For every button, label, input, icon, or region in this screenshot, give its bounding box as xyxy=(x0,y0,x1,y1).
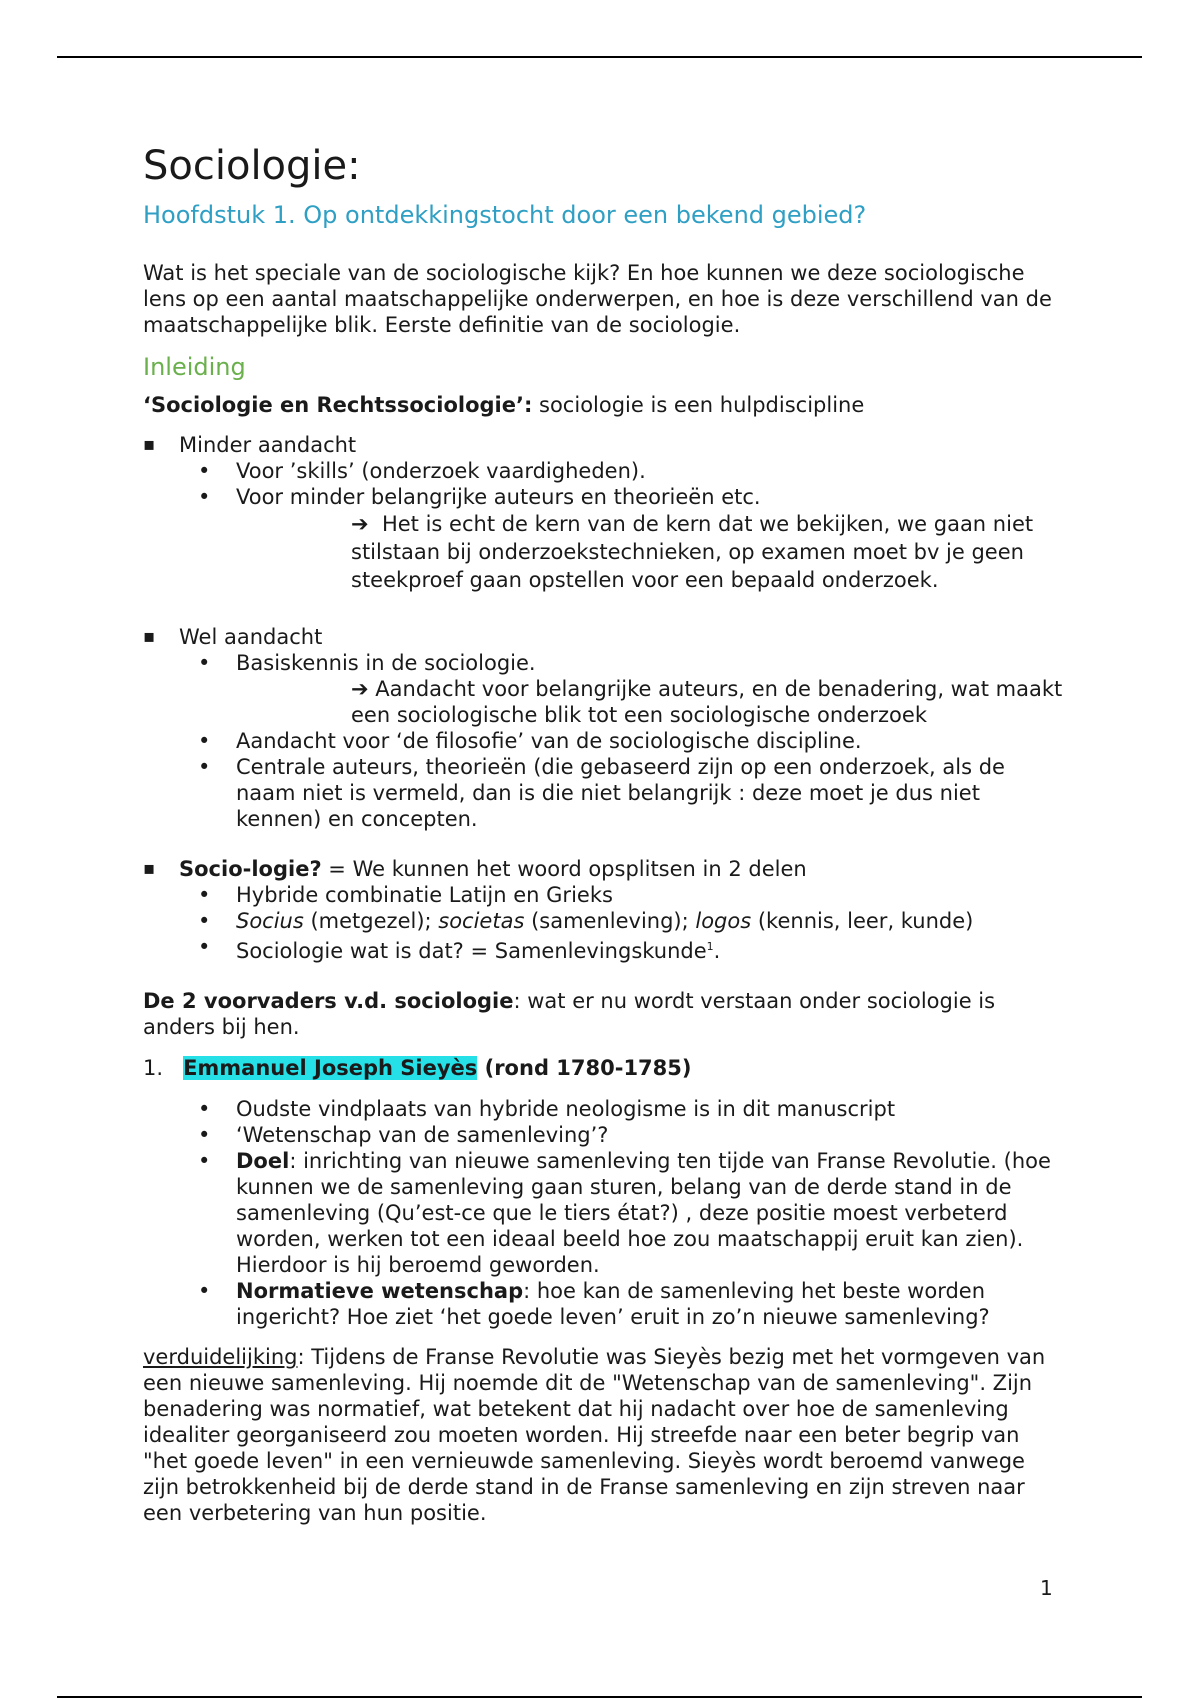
list-item: • Voor ’skills’ (onderzoek vaardigheden). xyxy=(198,459,646,483)
square-bullet-icon: ▪ xyxy=(143,858,156,879)
chapter-heading: Hoofdstuk 1. Op ontdekkingstocht door een bekend gebied? xyxy=(143,201,867,229)
intro-paragraph: Wat is het speciale van de sociologische kijk? En hoe kunnen we deze sociologische lens op een aantal maatschappelijke onderwerpen, en hoe is deze verschillend van de maatschappelijke blik. Eerste definitie van de sociologie. xyxy=(143,261,1052,337)
list-item: ▪ Minder aandacht xyxy=(143,433,357,457)
dot-bullet-icon: • xyxy=(198,729,211,753)
list-item: • ‘Wetenschap van de samenleving’? xyxy=(198,1123,609,1147)
voorvaders-paragraph: De 2 voorvaders v.d. sociologie: wat er nu wordt verstaan onder sociologie is anders bij hen. xyxy=(143,989,996,1039)
list-item: • Centrale auteurs, theorieën (die gebaseerd zijn op een onderzoek, als de naam niet is vermeld, dan is die niet belangrijk : deze moet je dus niet kennen) en concepten. xyxy=(198,755,1005,831)
list-item: • Voor minder belangrijke auteurs en theorieën etc. xyxy=(198,485,761,509)
top-rule xyxy=(57,56,1142,58)
document-body xyxy=(143,136,1063,1526)
square-bullet-icon: ▪ xyxy=(143,626,156,647)
arrow-note: ➔ Aandacht voor belangrijke auteurs, en de benadering, wat maakt een sociologische blik tot een sociologische onderzoek xyxy=(351,677,1063,727)
dot-bullet-icon: • xyxy=(198,935,211,959)
dot-bullet-icon: • xyxy=(198,485,211,509)
list-item: • Normatieve wetenschap: hoe kan de samenleving het beste worden ingericht? Hoe ziet ‘het goede leven’ eruit in zo’n nieuwe samenleving? xyxy=(198,1279,990,1329)
page-title: Sociologie: xyxy=(143,143,361,189)
course-bold: ‘Sociologie en Rechtssociologie’: xyxy=(143,393,533,417)
square-bullet-icon: ▪ xyxy=(143,434,156,455)
dot-bullet-icon: • xyxy=(198,909,211,933)
list-item: • Socius (metgezel); societas (samenleving); logos (kennis, leer, kunde) xyxy=(198,909,974,933)
dot-bullet-icon: • xyxy=(198,1123,211,1147)
list-item: • Sociologie wat is dat? = Samenlevingskunde$^1$. xyxy=(198,935,721,963)
footnote-marker: 1 xyxy=(706,940,714,953)
list-item: ▪ Wel aandacht xyxy=(143,625,323,649)
dot-bullet-icon: • xyxy=(198,755,211,779)
bottom-rule xyxy=(57,1696,1142,1698)
highlighted-name: Emmanuel Joseph Sieyès xyxy=(183,1056,478,1080)
dot-bullet-icon: • xyxy=(198,1149,211,1173)
dot-bullet-icon: • xyxy=(198,1097,211,1121)
dot-bullet-icon: • xyxy=(198,883,211,907)
verduidelijking-paragraph: verduidelijking: Tijdens de Franse Revolutie was Sieyès bezig met het vormgeven van een nieuwe samenleving. Hij noemde dit de "Wetenschap van de samenleving". Zijn benadering was normatief, wat betekent dat hij nadacht over hoe de samenleving idealiter georganiseerd zou moeten worden. Hij streefde naar een beter begrip van "het goede leven" in een vernieuwde samenleving. Sieyès wordt beroemd vanwege zijn betrokkenheid bij de derde stand in de Franse samenleving en zijn streven naar een verbetering van hun positie. xyxy=(143,1345,1046,1525)
arrow-icon: ➔ xyxy=(351,677,369,701)
list-item: • Oudste vindplaats van hybride neologisme is in dit manuscript xyxy=(198,1097,896,1121)
dot-bullet-icon: • xyxy=(198,459,211,483)
arrow-note: ➔ Het is echt de kern van de kern dat we bekijken, we gaan niet stilstaan bij onderzoekstechnieken, op examen moet bv je geen steekproef gaan opstellen voor een bepaald onderzoek. xyxy=(351,512,1034,592)
list-item: • Doel: inrichting van nieuwe samenleving ten tijde van Franse Revolutie. (hoe kunnen we de samenleving gaan sturen, belang van de derde stand in de samenleving (Qu’est-ce que le tiers état?) , deze positie moest verbeterd worden, werken tot een ideaal beeld hoe zou maatschappij eruit kan zien). Hierdoor is hij beroemd geworden. xyxy=(198,1149,1051,1277)
list-item: • Aandacht voor ‘de filosofie’ van de sociologische discipline. xyxy=(198,729,862,753)
course-rest: sociologie is een hulpdiscipline xyxy=(532,393,865,417)
list-item: • Hybride combinatie Latijn en Grieks xyxy=(198,883,613,907)
list-item: • Basiskennis in de sociologie. xyxy=(198,651,536,675)
list-item: ▪ Socio-logie? = We kunnen het woord opsplitsen in 2 delen xyxy=(143,857,807,881)
dot-bullet-icon: • xyxy=(198,1279,211,1303)
arrow-icon: ➔ xyxy=(351,512,369,536)
section-heading: Inleiding xyxy=(143,353,246,381)
page-number: 1 xyxy=(1040,1576,1053,1600)
course-line xyxy=(143,392,1063,418)
sieyes-heading: 1. Emmanuel Joseph Sieyès (rond 1780-1785) xyxy=(143,1056,692,1080)
dot-bullet-icon: • xyxy=(198,651,211,675)
